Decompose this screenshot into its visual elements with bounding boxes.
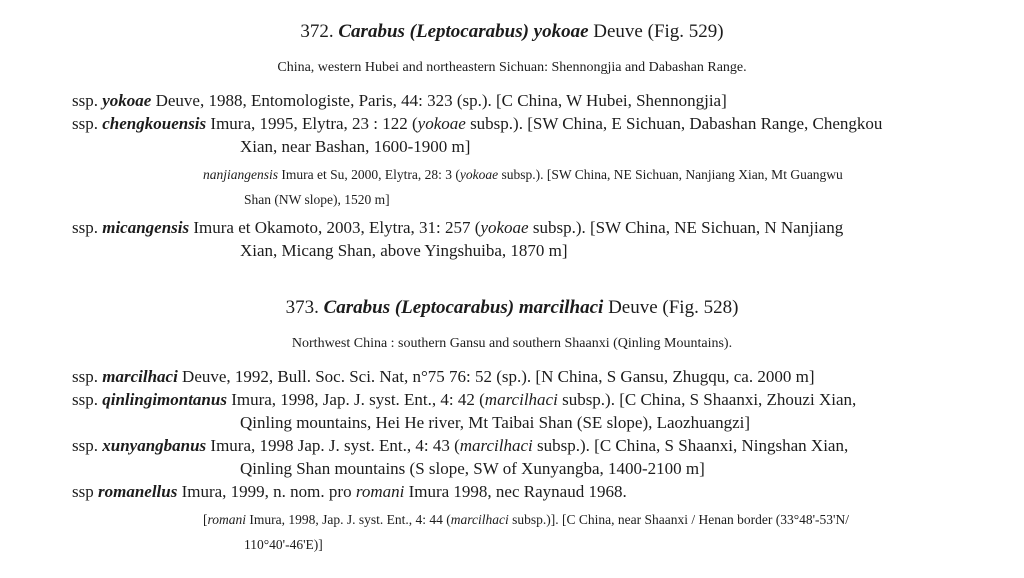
subspecies-name: yokoae (102, 91, 152, 110)
ssp-prefix: ssp. (72, 390, 103, 409)
synonym-name: romani (355, 482, 405, 501)
subspecies-entry (0, 388, 1024, 434)
entry-line-continuation (244, 532, 1024, 557)
species-heading (0, 20, 1024, 44)
entry-line (72, 434, 1024, 457)
entry-line (72, 216, 1024, 239)
subspecies-entry (0, 480, 1024, 503)
entry-line (203, 162, 1024, 187)
continuation-text: Shan (NW slope), 1520 m] (244, 192, 390, 207)
citation-text: Imura, 1995, Elytra, 23 : 122 ( (206, 114, 418, 133)
subspecies-entry (0, 112, 1024, 158)
synonym-entry (0, 162, 1024, 212)
citation-text: subsp.)]. [C China, near Shaanxi / Henan border (33°48'-53'N/ (508, 512, 849, 527)
subspecies-name: chengkouensis (102, 114, 207, 133)
parent-species-name: yokoae (480, 218, 529, 237)
entry-line (72, 112, 1024, 135)
species-section-372 (0, 20, 1024, 262)
parent-species-name: marcilhaci (450, 512, 509, 527)
subspecies-entry (0, 89, 1024, 112)
distribution-note: China, western Hubei and northeastern Sichuan: Shennongjia and Dabashan Range. (277, 60, 747, 75)
entry-line (72, 365, 1024, 388)
continuation-text: Xian, near Bashan, 1600-1900 m] (240, 137, 471, 156)
citation-text: subsp.). [SW China, NE Sichuan, N Nanjiang (528, 218, 844, 237)
entry-line (72, 480, 1024, 503)
species-name: Carabus (Leptocarabus) marcilhaci (323, 297, 604, 318)
citation-text: Imura 1998, nec Raynaud 1968. (404, 482, 627, 501)
citation-text: Imura et Su, 2000, Elytra, 28: 3 ( (278, 167, 460, 182)
citation-text: Imura et Okamoto, 2003, Elytra, 31: 257 ( (189, 218, 481, 237)
entry-line-continuation (240, 457, 1024, 480)
entry-line-continuation (240, 239, 1024, 262)
ssp-prefix: ssp. (72, 436, 103, 455)
citation-text: Imura, 1999, n. nom. pro (177, 482, 356, 501)
citation-text: subsp.). [C China, S Shaanxi, Zhouzi Xian, (557, 390, 857, 409)
subspecies-name: qinlingimontanus (102, 390, 227, 409)
ssp-prefix: ssp. (72, 91, 103, 110)
subspecies-name: romanellus (97, 482, 178, 501)
parent-species-name: marcilhaci (459, 436, 533, 455)
distribution-note: Northwest China : southern Gansu and southern Shaanxi (Qinling Mountains). (291, 336, 733, 351)
author-figure: Deuve (Fig. 528) (603, 297, 739, 318)
citation-text: Imura, 1998, Jap. J. syst. Ent., 4: 42 ( (226, 390, 485, 409)
citation-text: subsp.). [SW China, NE Sichuan, Nanjiang Xian, Mt Guangwu (498, 167, 843, 182)
parent-species-name: marcilhaci (484, 390, 558, 409)
citation-text: Deuve, 1992, Bull. Soc. Sci. Nat, n°75 76: 52 (sp.). [N China, S Gansu, Zhugqu, ca. 2000 m] (177, 367, 815, 386)
ssp-prefix: ssp (72, 482, 98, 501)
subspecies-entry (0, 216, 1024, 262)
continuation-text: Xian, Micang Shan, above Yingshuiba, 1870 m] (240, 241, 568, 260)
parent-species-name: yokoae (417, 114, 466, 133)
continuation-text: Qinling mountains, Hei He river, Mt Taibai Shan (SE slope), Laozhuangzi] (240, 413, 751, 432)
synonym-name: romani (207, 512, 247, 527)
entry-list (0, 89, 1024, 262)
species-number: 373. (285, 297, 324, 318)
subspecies-entry (0, 365, 1024, 388)
species-name: Carabus (Leptocarabus) yokoae (338, 21, 589, 42)
bracket-text: [ (203, 512, 208, 527)
parent-species-name: yokoae (459, 167, 499, 182)
author-figure: Deuve (Fig. 529) (588, 21, 724, 42)
continuation-text: 110°40'-46'E)] (244, 537, 323, 552)
entry-list (0, 365, 1024, 557)
continuation-text: Qinling Shan mountains (S slope, SW of Xunyangba, 1400-2100 m] (240, 459, 705, 478)
citation-text: Deuve, 1988, Entomologiste, Paris, 44: 323 (sp.). [C China, W Hubei, Shennongjia] (151, 91, 727, 110)
entry-line-continuation (244, 187, 1024, 212)
subspecies-entry (0, 434, 1024, 480)
ssp-prefix: ssp. (72, 218, 103, 237)
entry-line (72, 388, 1024, 411)
citation-text: Imura, 1998, Jap. J. syst. Ent., 4: 44 ( (246, 512, 451, 527)
subspecies-name: marcilhaci (102, 367, 178, 386)
synonym-name: nanjiangensis (203, 167, 279, 182)
citation-text: Imura, 1998 Jap. J. syst. Ent., 4: 43 ( (206, 436, 460, 455)
entry-line (203, 507, 1024, 532)
species-number: 372. (300, 21, 339, 42)
entry-line-continuation (240, 135, 1024, 158)
subspecies-name: xunyangbanus (102, 436, 207, 455)
species-section-373 (0, 296, 1024, 557)
citation-text: subsp.). [SW China, E Sichuan, Dabashan Range, Chengkou (465, 114, 883, 133)
synonym-entry (0, 507, 1024, 557)
ssp-prefix: ssp. (72, 114, 103, 133)
entry-line-continuation (240, 411, 1024, 434)
citation-text: subsp.). [C China, S Shaanxi, Ningshan Xian, (532, 436, 849, 455)
entry-line (72, 89, 1024, 112)
ssp-prefix: ssp. (72, 367, 103, 386)
species-heading (0, 296, 1024, 320)
subspecies-name: micangensis (102, 218, 190, 237)
